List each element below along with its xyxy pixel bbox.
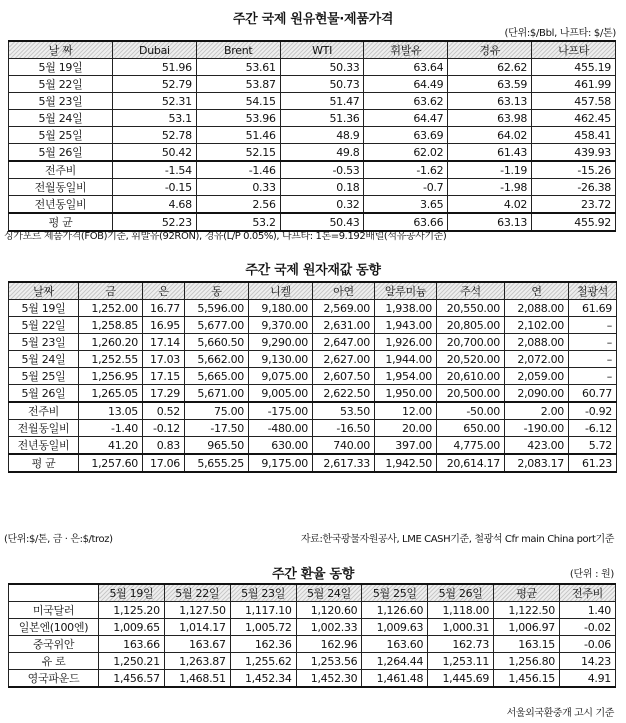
table-cell: 1,445.69 — [428, 670, 494, 688]
column-header: 날 짜 — [9, 41, 113, 59]
table-cell: 17.15 — [143, 368, 185, 385]
column-header: 니켈 — [249, 282, 313, 300]
table-cell: 4.91 — [560, 670, 616, 688]
table-cell: 51.96 — [113, 59, 197, 76]
table-cell: 50.73 — [280, 76, 364, 93]
table-cell: 1,938.00 — [375, 300, 437, 317]
table-cell: 457.58 — [532, 93, 616, 110]
table-cell: 162.36 — [230, 636, 296, 653]
table-cell: 650.00 — [437, 420, 505, 437]
table-cell: 1,452.34 — [230, 670, 296, 688]
table-cell: 60.77 — [569, 385, 617, 403]
table-cell: 458.41 — [532, 127, 616, 144]
table-cell: 17.14 — [143, 334, 185, 351]
table-cell: 462.45 — [532, 110, 616, 127]
table-cell: 5.72 — [569, 437, 617, 455]
table-row — [9, 161, 616, 179]
table-cell: 20,500.00 — [437, 385, 505, 403]
table-cell: 1,943.00 — [375, 317, 437, 334]
table-cell: 63.13 — [448, 213, 532, 231]
table-cell: 14.23 — [560, 653, 616, 670]
table-cell: 16.77 — [143, 300, 185, 317]
table-cell: 5,660.50 — [185, 334, 249, 351]
table2-unit-note: (단위:$/톤, 금 · 은:$/troz) — [4, 534, 113, 545]
table-header-row — [9, 584, 616, 602]
table-row — [9, 127, 616, 144]
row-label: 5월 23일 — [9, 334, 79, 351]
table-cell: 1,117.10 — [230, 602, 296, 619]
table2-title: 주간 국제 원자재값 동향 — [245, 263, 381, 278]
table-cell: 63.69 — [364, 127, 448, 144]
table-cell: 64.49 — [364, 76, 448, 93]
table-cell: 1,257.60 — [79, 454, 143, 472]
table-cell: -1.46 — [196, 161, 280, 179]
table-cell: 1,944.00 — [375, 351, 437, 368]
table-cell: 2,622.50 — [313, 385, 375, 403]
table-cell: 455.19 — [532, 59, 616, 76]
row-label: 5월 19일 — [9, 300, 79, 317]
table-cell: 1,264.44 — [362, 653, 428, 670]
table-cell: 63.13 — [448, 93, 532, 110]
table-cell: 439.93 — [532, 144, 616, 162]
table-header-row — [9, 282, 617, 300]
table-cell: 20,550.00 — [437, 300, 505, 317]
column-header: 주석 — [437, 282, 505, 300]
table-row — [9, 653, 616, 670]
row-label: 5월 25일 — [9, 368, 79, 385]
table-cell: 9,370.00 — [249, 317, 313, 334]
table-cell: 53.1 — [113, 110, 197, 127]
table-cell: 12.00 — [375, 402, 437, 420]
table-cell: 1,014.17 — [164, 619, 230, 636]
table-cell: 61.43 — [448, 144, 532, 162]
table-cell: 61.23 — [569, 454, 617, 472]
table-cell: 9,290.00 — [249, 334, 313, 351]
table-cell: – — [569, 334, 617, 351]
table-cell: 5,665.00 — [185, 368, 249, 385]
table-cell: 1,265.05 — [79, 385, 143, 403]
table-cell: 50.43 — [280, 213, 364, 231]
row-label: 5월 26일 — [9, 385, 79, 403]
table-cell: 740.00 — [313, 437, 375, 455]
table-cell: -190.00 — [505, 420, 569, 437]
table-cell: 4.02 — [448, 196, 532, 214]
table-cell: 50.42 — [113, 144, 197, 162]
row-label: 5월 24일 — [9, 351, 79, 368]
row-label: 영국파운드 — [9, 670, 99, 688]
table-cell: 455.92 — [532, 213, 616, 231]
table-row — [9, 179, 616, 196]
row-label: 5월 22일 — [9, 76, 113, 93]
table-cell: 1,009.65 — [99, 619, 165, 636]
column-header: 금 — [79, 282, 143, 300]
row-label: 중국위안 — [9, 636, 99, 653]
table-cell: 51.46 — [196, 127, 280, 144]
table-cell: -0.06 — [560, 636, 616, 653]
table-cell: 5,662.00 — [185, 351, 249, 368]
row-label: 미국달러 — [9, 602, 99, 619]
table-cell: 1,263.87 — [164, 653, 230, 670]
table-cell: 0.83 — [143, 437, 185, 455]
table-cell: 2,088.00 — [505, 334, 569, 351]
table-cell: 1,452.30 — [296, 670, 362, 688]
table-cell: -26.38 — [532, 179, 616, 196]
table-cell: 3.65 — [364, 196, 448, 214]
table-cell: 461.99 — [532, 76, 616, 93]
table-cell: 53.50 — [313, 402, 375, 420]
table-cell: 1.40 — [560, 602, 616, 619]
table-cell: 1,942.50 — [375, 454, 437, 472]
table-cell: 1,126.60 — [362, 602, 428, 619]
table-cell: 20,614.17 — [437, 454, 505, 472]
table-cell: 1,125.20 — [99, 602, 165, 619]
table-cell: 20,700.00 — [437, 334, 505, 351]
table-cell: 1,258.85 — [79, 317, 143, 334]
row-label: 전주비 — [9, 161, 113, 179]
table-cell: 1,252.55 — [79, 351, 143, 368]
table-cell: 1,002.33 — [296, 619, 362, 636]
table-cell: 53.2 — [196, 213, 280, 231]
table-cell: 62.02 — [364, 144, 448, 162]
table-cell: 5,655.25 — [185, 454, 249, 472]
table-cell: 2,631.00 — [313, 317, 375, 334]
table-cell: 9,005.00 — [249, 385, 313, 403]
table-cell: 16.95 — [143, 317, 185, 334]
table-cell: 1,256.80 — [494, 653, 560, 670]
row-label: 평 균 — [9, 213, 113, 231]
table-cell: 9,130.00 — [249, 351, 313, 368]
row-label: 5월 19일 — [9, 59, 113, 76]
row-label: 평 균 — [9, 454, 79, 472]
table-cell: 163.66 — [99, 636, 165, 653]
column-header: 휘발유 — [364, 41, 448, 59]
table-cell: -0.02 — [560, 619, 616, 636]
table-cell: 2,569.00 — [313, 300, 375, 317]
table-cell: 20,610.00 — [437, 368, 505, 385]
table-cell: – — [569, 351, 617, 368]
table-cell: 2,102.00 — [505, 317, 569, 334]
table-cell: 0.18 — [280, 179, 364, 196]
crude-oil-price-table — [8, 40, 616, 232]
table-cell: 20,805.00 — [437, 317, 505, 334]
table-cell: 162.96 — [296, 636, 362, 653]
table-cell: 1,253.11 — [428, 653, 494, 670]
table-row — [9, 76, 616, 93]
table-cell: 52.15 — [196, 144, 280, 162]
column-header: 아연 — [313, 282, 375, 300]
table-cell: 4.68 — [113, 196, 197, 214]
column-header: 나프타 — [532, 41, 616, 59]
table-cell: 13.05 — [79, 402, 143, 420]
table-cell: 62.62 — [448, 59, 532, 76]
row-label: 5월 24일 — [9, 110, 113, 127]
table-cell: 1,468.51 — [164, 670, 230, 688]
table-cell: -50.00 — [437, 402, 505, 420]
column-header: 경유 — [448, 41, 532, 59]
table1-unit: (단위:$/Bbl, 나프타: $/톤) — [504, 28, 616, 39]
table-header-row — [9, 41, 616, 59]
table-cell: -0.92 — [569, 402, 617, 420]
table-cell: 53.96 — [196, 110, 280, 127]
table-row — [9, 59, 616, 76]
column-header: Brent — [196, 41, 280, 59]
table-row — [9, 454, 617, 472]
table-cell: -0.53 — [280, 161, 364, 179]
column-header: 5월 23일 — [230, 584, 296, 602]
table-row — [9, 317, 617, 334]
table-cell: 2,607.50 — [313, 368, 375, 385]
table-cell: 49.8 — [280, 144, 364, 162]
table-cell: -1.98 — [448, 179, 532, 196]
column-header: 5월 25일 — [362, 584, 428, 602]
raw-material-price-table — [8, 281, 617, 473]
table-cell: 52.23 — [113, 213, 197, 231]
table3-unit: (단위 : 원) — [569, 569, 614, 580]
table-cell: 2,072.00 — [505, 351, 569, 368]
table-cell: 63.59 — [448, 76, 532, 93]
table-cell: 51.47 — [280, 93, 364, 110]
table-row — [9, 602, 616, 619]
table-cell: 163.15 — [494, 636, 560, 653]
table-row — [9, 300, 617, 317]
table-cell: 1,006.97 — [494, 619, 560, 636]
table-cell: 5,671.00 — [185, 385, 249, 403]
row-label: 전월동일비 — [9, 420, 79, 437]
table-cell: 23.72 — [532, 196, 616, 214]
table-cell: 1,954.00 — [375, 368, 437, 385]
table-cell: 1,260.20 — [79, 334, 143, 351]
column-header: 연 — [505, 282, 569, 300]
row-label: 전주비 — [9, 402, 79, 420]
row-label: 5월 26일 — [9, 144, 113, 162]
table-cell: 965.50 — [185, 437, 249, 455]
table-cell: 1,009.63 — [362, 619, 428, 636]
table-cell: 1,122.50 — [494, 602, 560, 619]
table-row — [9, 368, 617, 385]
table-cell: 0.33 — [196, 179, 280, 196]
table-cell: 52.78 — [113, 127, 197, 144]
table-cell: 63.62 — [364, 93, 448, 110]
table-cell: 2,617.33 — [313, 454, 375, 472]
column-header: 5월 26일 — [428, 584, 494, 602]
table-row — [9, 385, 617, 403]
table-cell: 1,461.48 — [362, 670, 428, 688]
column-header — [9, 584, 99, 602]
row-label: 5월 23일 — [9, 93, 113, 110]
table-row — [9, 619, 616, 636]
table-cell: – — [569, 317, 617, 334]
table-cell: 162.73 — [428, 636, 494, 653]
table-cell: 50.33 — [280, 59, 364, 76]
table-cell: 1,255.62 — [230, 653, 296, 670]
table-cell: 4,775.00 — [437, 437, 505, 455]
table-cell: 5,596.00 — [185, 300, 249, 317]
row-label: 5월 22일 — [9, 317, 79, 334]
table-cell: 1,253.56 — [296, 653, 362, 670]
table-cell: -175.00 — [249, 402, 313, 420]
table-cell: 0.52 — [143, 402, 185, 420]
table-cell: 64.02 — [448, 127, 532, 144]
table-cell: 9,175.00 — [249, 454, 313, 472]
column-header: 알루미늄 — [375, 282, 437, 300]
table-row — [9, 420, 617, 437]
row-label: 전년동일비 — [9, 196, 113, 214]
table-row — [9, 670, 616, 688]
table-cell: 1,926.00 — [375, 334, 437, 351]
table-cell: -480.00 — [249, 420, 313, 437]
table-cell: -15.26 — [532, 161, 616, 179]
column-header: 전주비 — [560, 584, 616, 602]
column-header: 철광석 — [569, 282, 617, 300]
table-cell: 1,120.60 — [296, 602, 362, 619]
table-cell: -0.7 — [364, 179, 448, 196]
table-cell: -1.62 — [364, 161, 448, 179]
row-label: 유 로 — [9, 653, 99, 670]
table-row — [9, 636, 616, 653]
table-cell: -6.12 — [569, 420, 617, 437]
table-cell: -1.40 — [79, 420, 143, 437]
table-cell: 61.69 — [569, 300, 617, 317]
table-cell: 41.20 — [79, 437, 143, 455]
table-cell: 1,000.31 — [428, 619, 494, 636]
table-cell: 9,075.00 — [249, 368, 313, 385]
column-header: WTI — [280, 41, 364, 59]
table-row — [9, 93, 616, 110]
table-cell: 54.15 — [196, 93, 280, 110]
table-cell: 17.03 — [143, 351, 185, 368]
table-cell: -17.50 — [185, 420, 249, 437]
column-header: 5월 22일 — [164, 584, 230, 602]
table-cell: 52.79 — [113, 76, 197, 93]
table-cell: 397.00 — [375, 437, 437, 455]
table-row — [9, 110, 616, 127]
table-cell: -0.15 — [113, 179, 197, 196]
column-header: 은 — [143, 282, 185, 300]
table-cell: -16.50 — [313, 420, 375, 437]
table-cell: 20,520.00 — [437, 351, 505, 368]
table-row — [9, 402, 617, 420]
table-cell: 53.87 — [196, 76, 280, 93]
column-header: 평균 — [494, 584, 560, 602]
exchange-rate-table — [8, 583, 616, 688]
table-cell: 0.32 — [280, 196, 364, 214]
column-header: 5월 24일 — [296, 584, 362, 602]
table-cell: 1,256.95 — [79, 368, 143, 385]
table-cell: 9,180.00 — [249, 300, 313, 317]
table-cell: -1.19 — [448, 161, 532, 179]
table-cell: 163.60 — [362, 636, 428, 653]
table1-title: 주간 국제 원유현물·제품가격 — [232, 12, 394, 27]
table-cell: 163.67 — [164, 636, 230, 653]
table-cell: 1,127.50 — [164, 602, 230, 619]
table-cell: 1,456.15 — [494, 670, 560, 688]
table-row — [9, 196, 616, 214]
table-cell: 2,083.17 — [505, 454, 569, 472]
table-row — [9, 144, 616, 162]
table-row — [9, 334, 617, 351]
table-cell: 630.00 — [249, 437, 313, 455]
column-header: Dubai — [113, 41, 197, 59]
table-cell: 1,252.00 — [79, 300, 143, 317]
row-label: 5월 25일 — [9, 127, 113, 144]
row-label: 전년동일비 — [9, 437, 79, 455]
table-cell: 1,005.72 — [230, 619, 296, 636]
table-cell: 52.31 — [113, 93, 197, 110]
table-cell: 51.36 — [280, 110, 364, 127]
column-header: 날짜 — [9, 282, 79, 300]
table-cell: 2,647.00 — [313, 334, 375, 351]
table2-source-note: 자료:한국광물자원공사, LME CASH기준, 철광석 Cfr main China port기준 — [300, 534, 614, 545]
table-row — [9, 351, 617, 368]
table-cell: 2.00 — [505, 402, 569, 420]
table3-note: 서울외국환중개 고시 기준 — [506, 708, 614, 719]
row-label: 전월동일비 — [9, 179, 113, 196]
table-cell: 75.00 — [185, 402, 249, 420]
table-cell: 2,090.00 — [505, 385, 569, 403]
table-cell: 2,059.00 — [505, 368, 569, 385]
table-cell: 2,627.00 — [313, 351, 375, 368]
table-cell: 48.9 — [280, 127, 364, 144]
table-cell: 63.98 — [448, 110, 532, 127]
table-cell: 20.00 — [375, 420, 437, 437]
table-cell: 2.56 — [196, 196, 280, 214]
table1-note: 싱가포르 제품가격(FOB)기준, 휘발유(92RON), 경유(L/P 0.05%), 나프타: 1톤=9.192배럴(석유공사기준) — [4, 231, 447, 242]
table-cell: 53.61 — [196, 59, 280, 76]
table-cell: 1,456.57 — [99, 670, 165, 688]
table-cell: 17.06 — [143, 454, 185, 472]
table-cell: 1,118.00 — [428, 602, 494, 619]
column-header: 동 — [185, 282, 249, 300]
table-cell: -0.12 — [143, 420, 185, 437]
table-cell: 1,950.00 — [375, 385, 437, 403]
table-cell: – — [569, 368, 617, 385]
table-cell: 1,250.21 — [99, 653, 165, 670]
table-cell: 5,677.00 — [185, 317, 249, 334]
column-header: 5월 19일 — [99, 584, 165, 602]
table-cell: 17.29 — [143, 385, 185, 403]
table-cell: 423.00 — [505, 437, 569, 455]
row-label: 일본엔(100엔) — [9, 619, 99, 636]
table-row — [9, 437, 617, 455]
table-cell: -1.54 — [113, 161, 197, 179]
table-cell: 63.64 — [364, 59, 448, 76]
table-cell: 63.66 — [364, 213, 448, 231]
table-cell: 2,088.00 — [505, 300, 569, 317]
table-cell: 64.47 — [364, 110, 448, 127]
table3-title: 주간 환율 동향 — [272, 567, 354, 582]
